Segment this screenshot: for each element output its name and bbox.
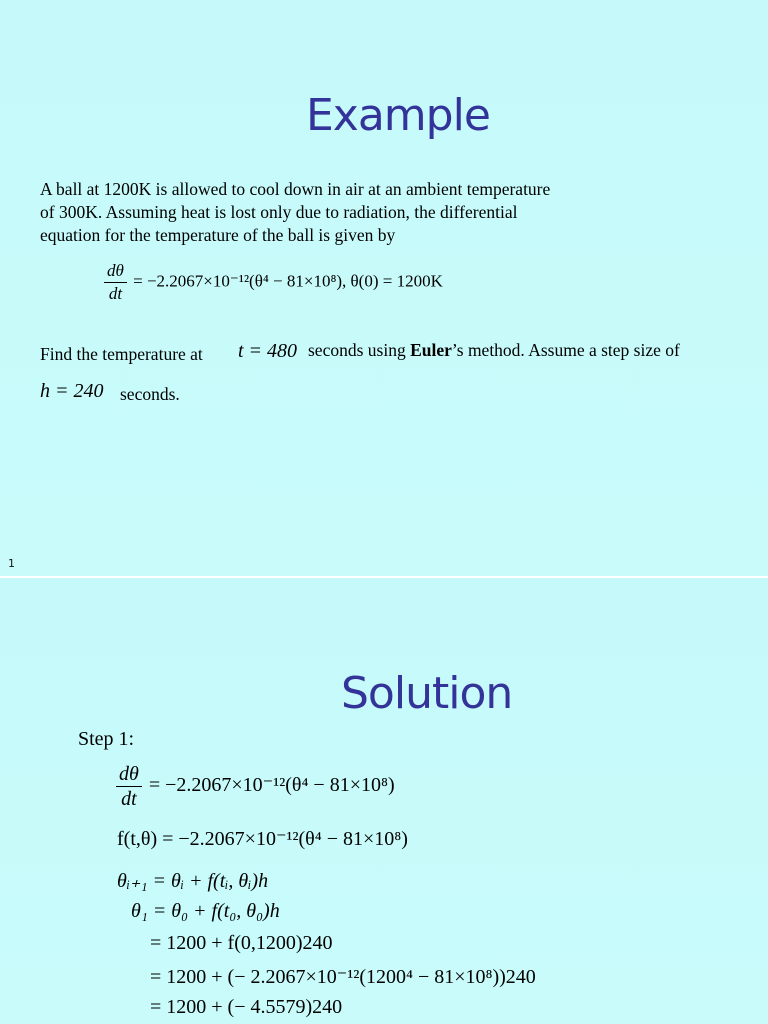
slide-solution (0, 578, 768, 1024)
step-label: Step 1: (78, 728, 135, 750)
slide-number: 1 (8, 557, 15, 570)
paragraph-line: A ball at 1200K is allowed to cool down in air at an ambient temperature (40, 179, 551, 199)
find-suffix: seconds. (120, 384, 180, 404)
fraction-numerator: dθ (104, 260, 127, 283)
find-prefix: Find the temperature at (40, 344, 203, 364)
substitution-line: = 1200 + (− 4.5579)240 (150, 996, 343, 1018)
substitution-line: = 1200 + (− 2.2067×10⁻¹²(1200⁴ − 81×10⁸))240 (150, 966, 536, 988)
equation-rhs: = −2.2067×10⁻¹²(θ⁴ − 81×10⁸), θ(0) = 1200K (133, 271, 443, 291)
fraction-denominator: dt (121, 788, 137, 810)
ode-equation (116, 762, 395, 811)
euler-formula: θᵢ₊₁ = θᵢ + f(tᵢ, θᵢ)h (117, 870, 269, 892)
derivative-fraction (104, 260, 127, 305)
euler-step-one: θ₁ = θ₀ + f(t₀, θ₀)h (131, 900, 280, 922)
problem-paragraph (40, 178, 716, 247)
fraction-numerator: dθ (116, 762, 142, 787)
slide-title: Solution (341, 668, 513, 719)
substitution-line: = 1200 + f(0,1200)240 (150, 932, 333, 954)
find-method (308, 340, 680, 361)
paragraph-line: equation for the temperature of the ball is given by (40, 225, 396, 245)
find-mid-after: ’s method. Assume a step size of (451, 340, 680, 360)
differential-equation (104, 260, 443, 305)
t-value: t = 480 (238, 340, 298, 362)
function-definition: f(t,θ) = −2.2067×10⁻¹²(θ⁴ − 81×10⁸) (117, 828, 408, 850)
equation-rhs: = −2.2067×10⁻¹²(θ⁴ − 81×10⁸) (148, 774, 395, 797)
euler-label: Euler (410, 340, 452, 360)
h-value: h = 240 (40, 380, 104, 402)
derivative-fraction (116, 762, 142, 811)
paragraph-line: of 300K. Assuming heat is lost only due to radiation, the differential (40, 202, 518, 222)
find-mid-before: seconds using (308, 340, 406, 360)
slide-title: Example (306, 90, 490, 141)
fraction-denominator: dt (108, 284, 123, 303)
